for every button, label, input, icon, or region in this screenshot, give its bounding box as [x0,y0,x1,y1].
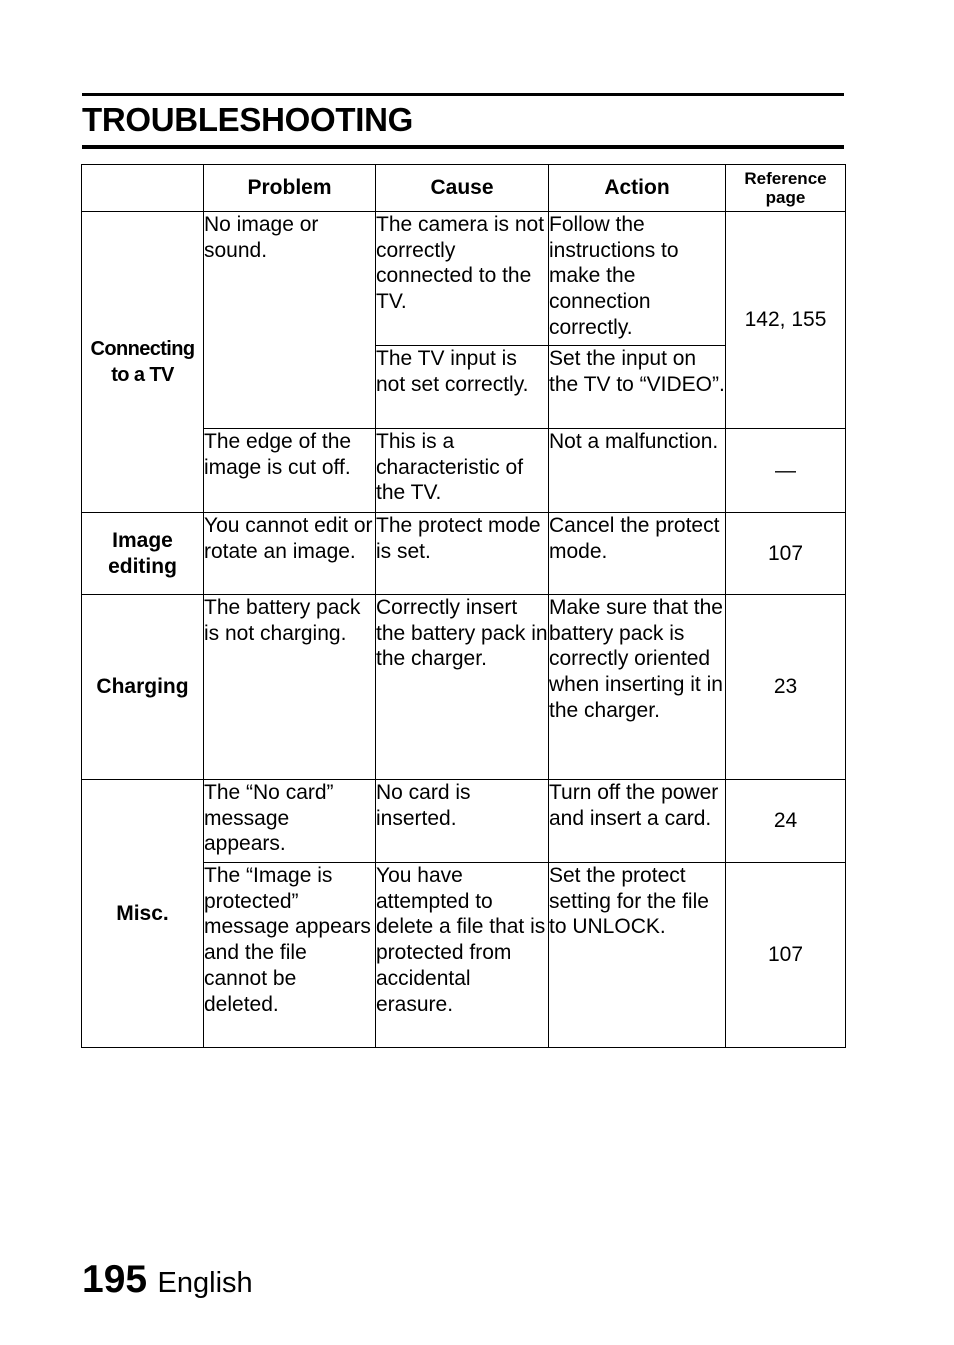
page-footer [82,1258,253,1302]
page-title: TROUBLESHOOTING [82,101,413,138]
reference-cell: 107 [726,863,846,1048]
header-category [82,165,204,212]
action-cell: Turn off the power and insert a card. [549,780,726,863]
table-row [82,212,846,346]
category-line: editing [108,554,177,578]
table-row [82,595,846,780]
reference-cell: 24 [726,780,846,863]
cause-cell: You have attempted to delete a file that is protected from accidental erasure. [376,863,549,1048]
cause-cell: The TV input is not set correctly. [376,346,549,429]
category-charging: Charging [82,595,204,780]
header-action: Action [549,165,726,212]
reference-cell: 142, 155 [726,212,846,429]
table-header-row [82,165,846,212]
header-cause: Cause [376,165,549,212]
header-reference-page [726,165,846,212]
table-row [82,780,846,863]
reference-cell: 107 [726,513,846,595]
title-rule-bottom [82,145,844,149]
page-language: English [157,1267,253,1299]
title-rule-top [82,93,844,96]
category-line: Connecting [90,338,195,360]
troubleshooting-table [81,164,846,1048]
problem-cell: No image or sound. [204,212,376,429]
category-line: Image [112,528,173,552]
action-cell: Set the input on the TV to “VIDEO”. [549,346,726,429]
category-connecting-tv [82,212,204,513]
action-cell: Follow the instructions to make the connection correctly. [549,212,726,346]
cause-cell: The camera is not correctly connected to the TV. [376,212,549,346]
table-row [82,513,846,595]
action-cell: Cancel the protect mode. [549,513,726,595]
reference-cell: — [726,429,846,513]
cause-cell: The protect mode is set. [376,513,549,595]
category-line: to a TV [111,364,174,386]
cause-cell: No card is inserted. [376,780,549,863]
cause-cell: This is a characteristic of the TV. [376,429,549,513]
problem-cell: The edge of the image is cut off. [204,429,376,513]
action-cell: Make sure that the battery pack is correctly oriented when inserting it in the charger. [549,595,726,780]
problem-cell: The battery pack is not charging. [204,595,376,780]
problem-cell: The “No card” message appears. [204,780,376,863]
page-number: 195 [82,1258,148,1301]
header-problem: Problem [204,165,376,212]
header-reference-line1: Reference [744,169,827,188]
action-cell: Not a malfunction. [549,429,726,513]
header-reference-line2: page [765,188,806,207]
reference-cell: 23 [726,595,846,780]
cause-cell: Correctly insert the battery pack in the charger. [376,595,549,780]
category-misc: Misc. [82,780,204,1048]
problem-cell: The “Image is protected” message appears and the file cannot be deleted. [204,863,376,1048]
action-cell: Set the protect setting for the file to UNLOCK. [549,863,726,1048]
category-image-editing [82,513,204,595]
problem-cell: You cannot edit or rotate an image. [204,513,376,595]
